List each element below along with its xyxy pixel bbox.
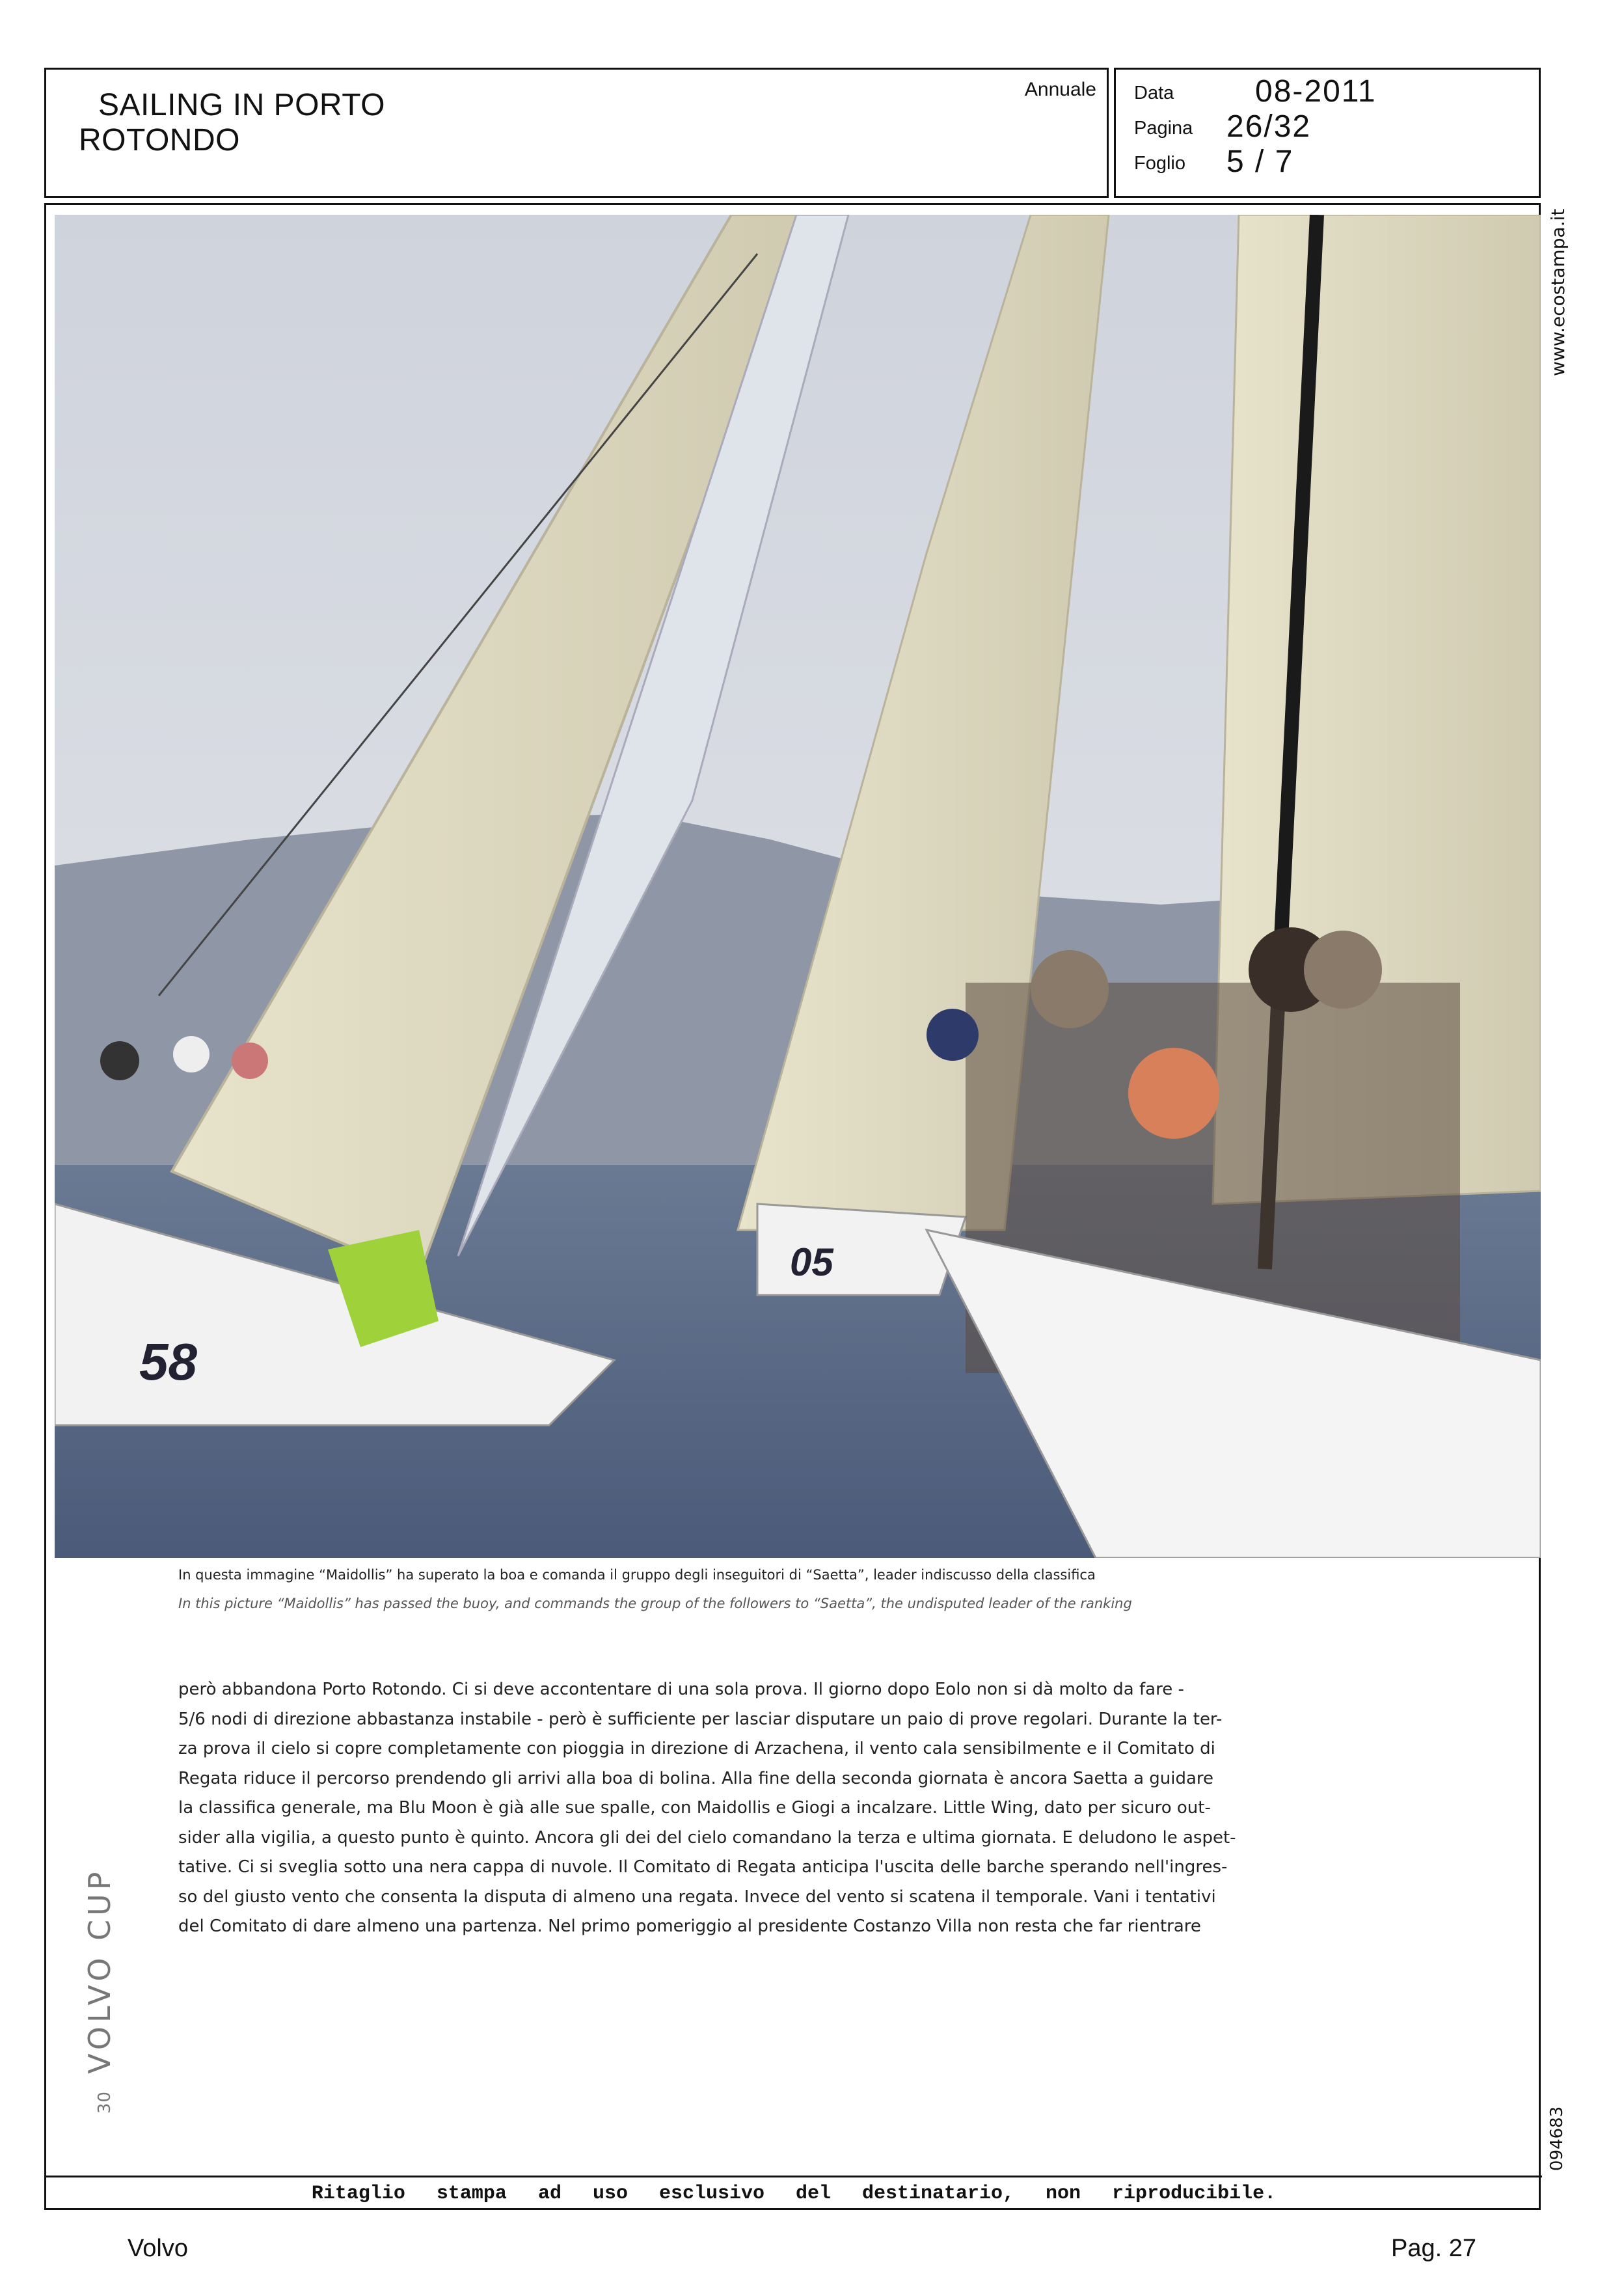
footer-left: Volvo [128,2235,188,2262]
hull-number-05: 05 [790,1240,833,1284]
article-body [178,1675,1239,1942]
title-line-2: ROTONDO [79,123,240,157]
disclaimer-strip [46,2176,1542,2210]
caption-italian: In questa immagine “Maidollis” ha superato la boa e comanda il gruppo degli inseguitori di “Saetta”, leader indiscusso della classifica [178,1567,1096,1583]
header-title-box [44,68,1109,198]
article-line: però abbandona Porto Rotondo. Ci si deve accontentare di una sola prova. Il giorno dopo Eolo non si dà molto da fare - [178,1680,1184,1699]
caption-english: In this picture “Maidollis” has passed the buoy, and commands the group of the followers to “Saetta”, the undisputed leader of the ranking [178,1596,1132,1611]
article-line: 5/6 nodi di direzione abbastanza instabile - però è sufficiente per lasciar disputare un paio di prove regolari. Durante la ter- [178,1709,1223,1729]
hull-05 [757,1204,966,1295]
website-vertical: www.ecostampa.it [1547,208,1569,376]
publication-title [79,88,385,158]
article-line: tative. Ci si sveglia sotto una nera cappa di nuvole. Il Comitato di Regata anticipa l'uscita delle barche sperando nell'ingres- [178,1857,1228,1877]
data-label: Data [1134,83,1174,103]
pagina-label: Pagina [1134,118,1193,139]
article-line: la classifica generale, ma Blu Moon è già alle sue spalle, con Maidollis e Giogi a incalzare. Little Wing, dato per sicuro out- [178,1798,1211,1818]
pagina-value: 26/32 [1226,109,1312,144]
disclaimer-text: Ritaglio stampa ad uso esclusivo del destinatario, non riproducibile. [311,2183,1277,2205]
foglio-label: Foglio [1134,153,1185,174]
article-line: Regata riduce il percorso prendendo gli arrivi alla boa di bolina. Alla fine della seconda giornata è ancora Saetta a guidare [178,1768,1214,1788]
code-vertical: 094683 [1547,2106,1567,2171]
article-line: del Comitato di dare almeno una partenza. Nel primo pomeriggio al presidente Costanzo Villa non resta che far rientrare [178,1917,1201,1936]
section-name-vertical: VOLVO CUP [82,1868,117,2074]
page-number-vertical: 30 [95,2090,115,2114]
frequency-label: Annuale [1024,79,1096,100]
article-line: sider alla vigilia, a questo punto è quinto. Ancora gli dei del cielo comandano la terza e ultima giornata. E deludono le aspet- [178,1827,1236,1848]
section-vertical [82,1868,117,2114]
article-line: za prova il cielo si copre completamente con pioggia in direzione di Arzachena, il vento cala sensibilmente e il Comitato di [178,1739,1215,1758]
foglio-value: 5 / 7 [1226,144,1294,179]
hull-number-58: 58 [139,1333,197,1391]
footer-right: Pag. 27 [1391,2235,1476,2262]
title-line-1: SAILING IN PORTO [98,88,386,122]
regatta-photo [55,215,1541,1558]
article-line: so del giusto vento che consenta la disputa di almeno una regata. Invece del vento si scatena il temporale. Vani i tentativi [178,1887,1216,1907]
header-meta-box [1114,68,1541,198]
data-value: 08-2011 [1255,74,1377,109]
